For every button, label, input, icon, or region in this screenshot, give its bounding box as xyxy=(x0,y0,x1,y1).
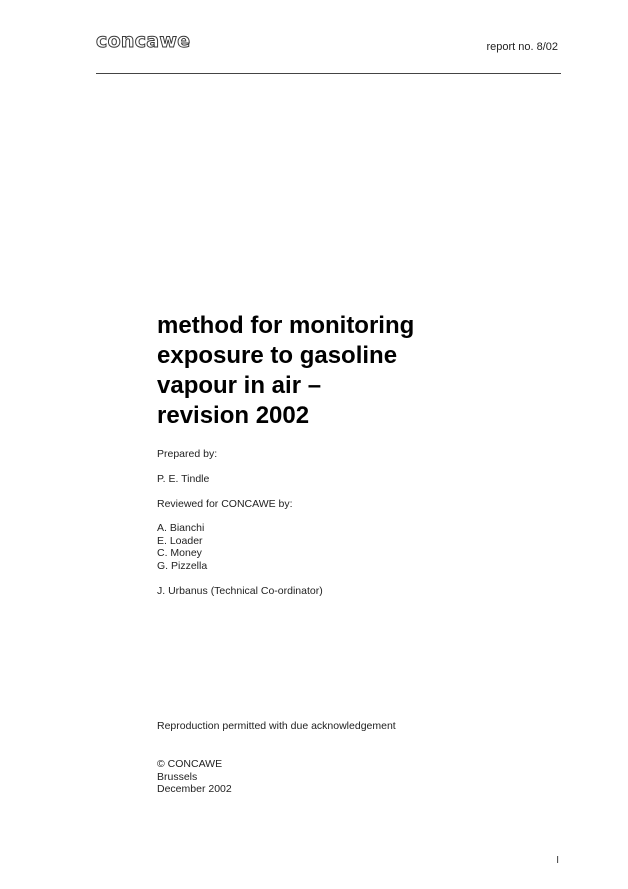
coordinator-name: J. Urbanus (Technical Co-ordinator) xyxy=(157,585,323,597)
copyright-holder: © CONCAWE xyxy=(157,758,223,770)
copyright-date: December 2002 xyxy=(157,783,232,795)
reproduction-note: Reproduction permitted with due acknowledgement xyxy=(157,720,396,732)
document-title xyxy=(157,311,487,431)
reviewer-name: C. Money xyxy=(157,547,202,559)
prepared-by-label: Prepared by: xyxy=(157,448,218,460)
report-number: report no. 8/02 xyxy=(486,41,558,53)
title-line: vapour in air – xyxy=(157,372,322,399)
copyright-block xyxy=(157,758,232,796)
title-line: revision 2002 xyxy=(157,402,310,429)
concawe-logo: concawe xyxy=(96,30,191,52)
reviewer-list xyxy=(157,522,207,572)
author-name: P. E. Tindle xyxy=(157,473,210,485)
reviewer-name: E. Loader xyxy=(157,534,203,547)
header-divider xyxy=(96,73,561,74)
reviewer-name: G. Pizzella xyxy=(157,559,208,572)
title-line: exposure to gasoline xyxy=(157,342,398,369)
page-number: I xyxy=(556,855,559,866)
reviewer-name: A. Bianchi xyxy=(157,522,205,534)
reviewed-by-label: Reviewed for CONCAWE by: xyxy=(157,498,293,510)
title-line: method for monitoring xyxy=(157,312,415,339)
copyright-city: Brussels xyxy=(157,770,198,783)
